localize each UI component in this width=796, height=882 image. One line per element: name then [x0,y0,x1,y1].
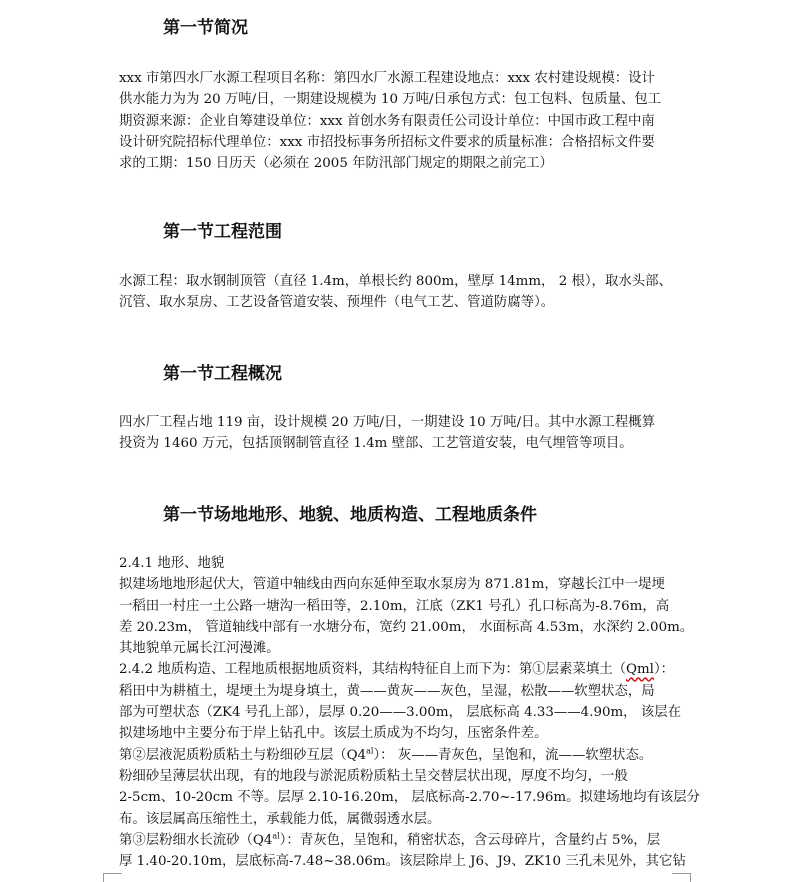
text-line: 设计研究院招标代理单位：xxx 市招投标事务所招标文件要求的质量标准：合格招标文件要 [119,134,655,150]
spellcheck-flagged-word: Qml [626,662,654,678]
text-line: 沉管、取水泵房、工艺设备管道安装、预埋件（电气工艺、管道防腐等）。 [119,295,555,311]
text-line: 2-5cm、10-20cm 不等。层厚 2.10-16.20m， 层底标高-2.70~-17.96m。拟建场地均有该层分 [119,790,701,806]
text-line: 投资为 1460 万元，包括顶钢制管直径 1.4m 壁部、工艺管道安装，电气埋管等项目。 [119,436,633,452]
text-line: 一稻田一村庄一土公路一塘沟一稻田等，2.10m，江底（ZK1 号孔）孔口标高为-8.76m，高 [119,598,670,614]
section-heading-scope: 第一节工程范围 [163,222,282,242]
page-corner-mark-right [672,873,691,882]
text-line [119,745,679,766]
text-line: 期资源来源：企业自筹建设单位：xxx 首创水务有限责任公司设计单位：中国市政工程中南 [119,113,655,129]
text-line: 水源工程：取水钢制顶管（直径 1.4m，单根长约 800m，壁厚 14mm， 2 根），取水头部、 [119,274,672,289]
section-body-overview [119,68,679,174]
section-heading-overview: 第一节简况 [163,18,248,38]
text-line: 布。该层属高压缩性土，承载能力低，属微弱透水层。 [119,811,441,827]
text-run: ）：青灰色，呈饱和，稍密状态，含云母碎片，含量约占 5%，层 [279,832,661,848]
text-line: 拟建场地地形起伏大，管道中轴线由西向东延伸至取水泵房为 871.81m，穿越长江中一堤埂 [119,577,665,593]
section-body-project-summary [119,412,679,455]
text-line [119,830,679,851]
text-line: 拟建场地中主要分布于岸上钻孔中。该层土质成为不均匀，压密条件差。 [119,726,548,742]
text-line: xxx 市第四水厂水源工程项目名称：第四水厂水源工程建设地点：xxx 农村建设规模：设计 [119,71,655,86]
section-heading-project-summary: 第一节工程概况 [163,364,282,384]
text-run: 2.4.2 地质构造、工程地质根据地质资料，其结构特征自上而下为：第①层素菜填土（ [119,662,626,678]
text-line: 求的工期：150 日历天（必须在 2005 年防汛部门规定的期限之前完工） [119,156,553,172]
text-line: 部为可塑状态（ZK4 号孔上部），层厚 0.20——3.00m， 层底标高 4.33——4.90m， 该层在 [119,705,682,721]
text-line: 稻田中为耕植土，堤埂土为堤身填土，黄——黄灰——灰色，呈湿，松散——软塑状态，局 [119,683,655,699]
text-line: 四水厂工程占地 119 亩，设计规模 20 万吨/日，一期建设 10 万吨/日。其中水源工程概算 [119,415,656,430]
subsection-title: 2.4.1 地形、地貌 [119,556,225,571]
text-run: ）： 灰——青灰色，呈饱和，流——软塑状态。 [373,747,653,763]
superscript: al [366,746,374,756]
text-run: ）： [653,662,675,678]
text-line: 其地貌单元属长江河漫滩。 [119,641,280,657]
section-heading-geology: 第一节场地地形、地貌、地质构造、工程地质条件 [163,505,537,525]
text-run: 第②层液泥质粉质粘土与粉细砂互层（Q4 [119,747,367,763]
section-body-scope [119,271,679,314]
page-corner-mark-left [103,873,122,882]
section-body-geology [119,553,701,872]
text-line: 粉细砂呈薄层状出现，有的地段与淤泥质粉质粘土呈交替层状出现，厚度不均匀，一般 [119,768,628,784]
superscript: al [272,831,280,841]
text-line: 厚 1.40-20.10m，层底标高-7.48~38.06m。该层除岸上 J6、J9、ZK10 三孔未见外，其它钻 [119,854,686,870]
text-line: 供水能力为为 20 万吨/日，一期建设规模为 10 万吨/日承包方式：包工包料、包质量、包工 [119,92,662,108]
text-run: 第③层粉细水长流砂（Q4 [119,832,273,848]
text-line [119,659,679,680]
text-line: 差 20.23m， 管道轴线中部有一水塘分布，宽约 21.00m， 水面标高 4.53m，水深约 2.00m。 [119,619,694,635]
